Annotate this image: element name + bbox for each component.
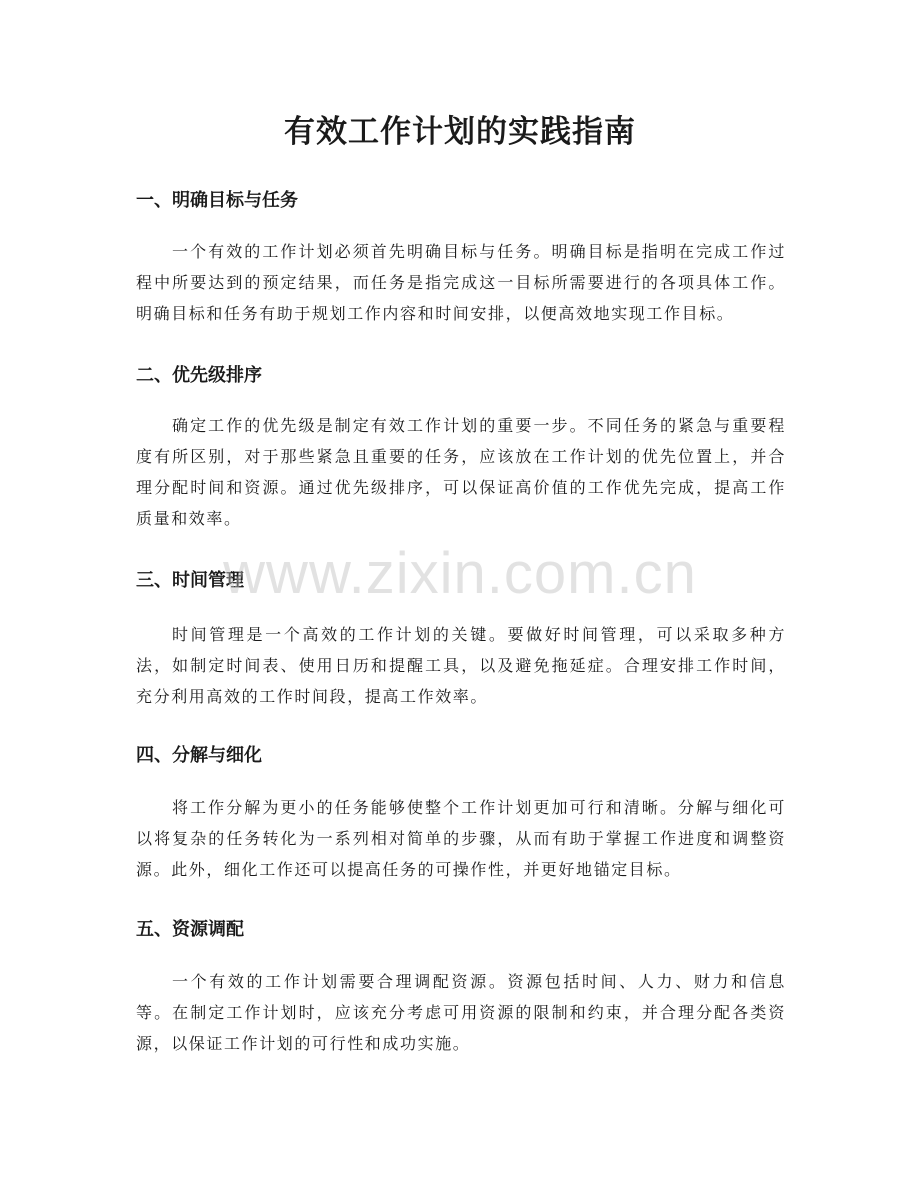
section-paragraph-2: 确定工作的优先级是制定有效工作计划的重要一步。不同任务的紧急与重要程度有所区别，对于那些紧急且重要的任务，应该放在工作计划的优先位置上，并合理分配时间和资源。通过优先级排序，可以保证高价值的工作优先完成，提高工作质量和效率。: [136, 416, 786, 528]
watermark: www.zixin.com.cn: [223, 541, 697, 606]
section-heading-3: 三、时间管理: [136, 570, 244, 591]
section-paragraph-4: 将工作分解为更小的任务能够使整个工作计划更加可行和清晰。分解与细化可以将复杂的任务转化为一系列相对简单的步骤，从而有助于掌握工作进度和调整资源。此外，细化工作还可以提高任务的可操作性，并更好地锚定目标。: [136, 798, 786, 879]
section-heading-1: 一、明确目标与任务: [136, 190, 298, 211]
section-paragraph-1: 一个有效的工作计划必须首先明确目标与任务。明确目标是指明在完成工作过程中所要达到的预定结果，而任务是指完成这一目标所需要进行的各项具体工作。明确目标和任务有助于规划工作内容和时间安排，以便高效地实现工作目标。: [136, 242, 786, 323]
section-heading-2: 二、优先级排序: [136, 365, 262, 386]
section-heading-4: 四、分解与细化: [136, 745, 262, 766]
section-paragraph-5: 一个有效的工作计划需要合理调配资源。资源包括时间、人力、财力和信息等。在制定工作计划时，应该充分考虑可用资源的限制和约束，并合理分配各类资源，以保证工作计划的可行性和成功实施。: [136, 972, 786, 1053]
section-paragraph-3: 时间管理是一个高效的工作计划的关键。要做好时间管理，可以采取多种方法，如制定时间表、使用日历和提醒工具，以及避免拖延症。合理安排工作时间，充分利用高效的工作时间段，提高工作效率。: [136, 625, 786, 706]
section-heading-5: 五、资源调配: [136, 919, 244, 940]
page-title: 有效工作计划的实践指南: [284, 114, 636, 150]
